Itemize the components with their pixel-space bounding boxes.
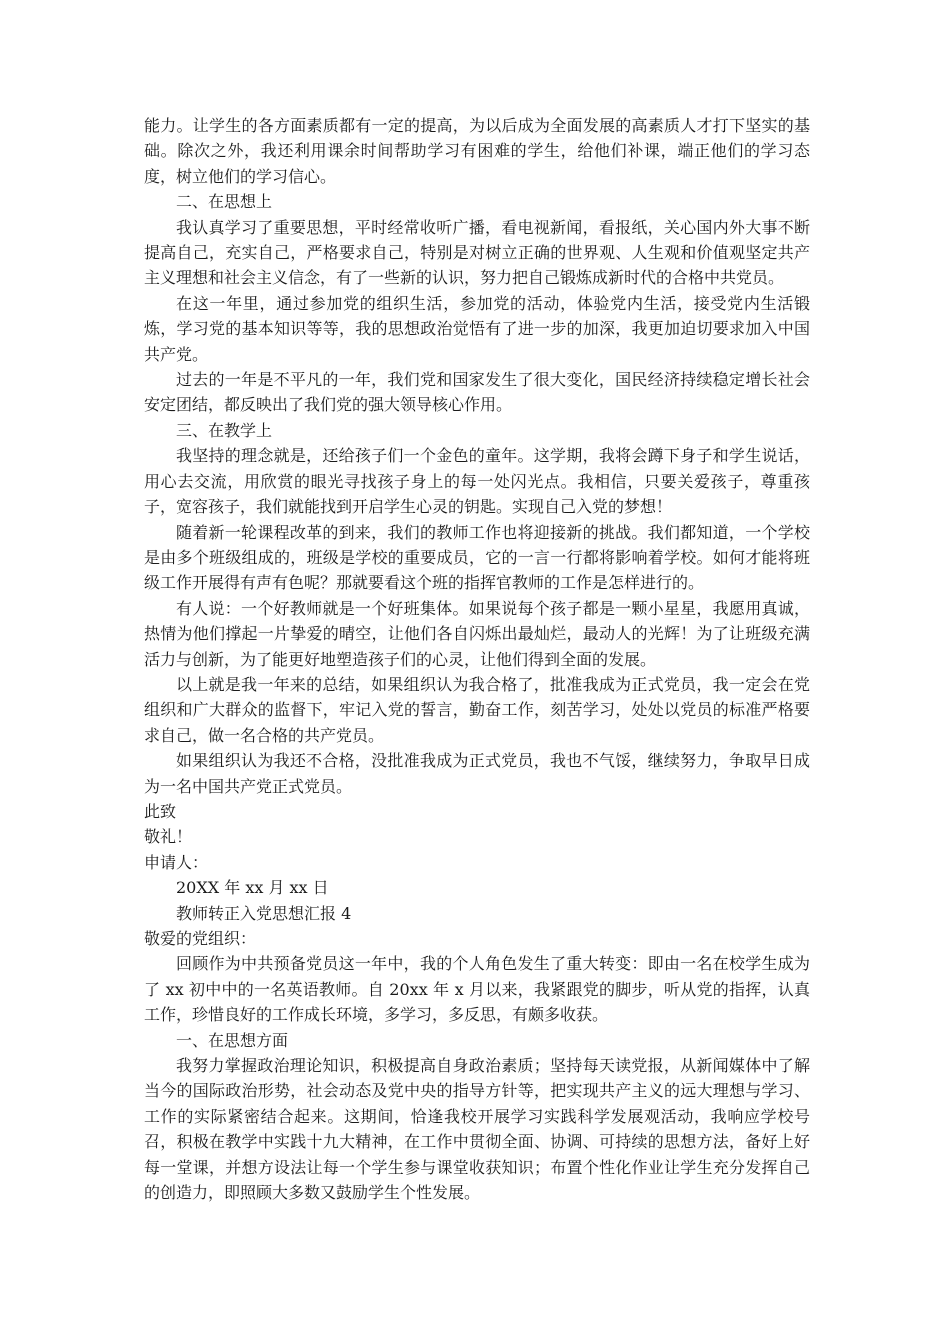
paragraph: 以上就是我一年来的总结，如果组织认为我合格了，批准我成为正式党员，我一定会在党组织和广大群众的监督下，牢记入党的誓言，勤奋工作，刻苦学习，处处以党员的标准严格要求自己，做一名合格的共产党员。 xyxy=(144,674,810,745)
section-heading: 三、在教学上 xyxy=(176,420,273,440)
section-heading: 一、在思想方面 xyxy=(176,1030,289,1050)
paragraph: 我认真学习了重要思想，平时经常收听广播，看电视新闻，看报纸，关心国内外大事不断提高自己，充实自己，严格要求自己，特别是对树立正确的世界观、人生观和价值观坚定共产主义理想和社会主义信念，有了一些新的认识，努力把自己锻炼成新时代的合格中共党员。 xyxy=(144,217,810,288)
paragraph: 随着新一轮课程改革的到来，我们的教师工作也将迎接新的挑战。我们都知道，一个学校是由多个班级组成的，班级是学校的重要成员，它的一言一行都将影响着学校。如何才能将班级工作开展得有声有色呢？那就要看这个班的指挥官教师的工作是怎样进行的。 xyxy=(144,522,810,593)
paragraph: 过去的一年是不平凡的一年，我们党和国家发生了很大变化，国民经济持续稳定增长社会安定团结，都反映出了我们党的强大领导核心作用。 xyxy=(144,370,810,415)
paragraph: 我努力掌握政治理论知识，积极提高自身政治素质；坚持每天读党报，从新闻媒体中了解当今的国际政治形势，社会动态及党中央的指导方针等，把实现共产主义的远大理想与学习、工作的实际紧密结合起来。这期间，恰逢我校开展学习实践科学发展观活动，我响应学校号召，积极在教学中实践十九大精神，在工作中贯彻全面、协调、可持续的思想方法，备好上好每一堂课，并想方设法让每一个学生参与课堂收获知识；布置个性化作业让学生充分发挥自己的创造力，即照顾大多数又鼓励学生个性发展。 xyxy=(144,1056,810,1203)
closing-salutation: 此致 xyxy=(144,801,177,821)
closing-regards: 敬礼！ xyxy=(144,827,193,847)
paragraph: 回顾作为中共预备党员这一年中，我的个人角色发生了重大转变：即由一名在校学生成为了 xx 初中中的一名英语教师。自 20xx 年 x 月以来，我紧跟党的脚步，听从党的指挥，认真工作，珍惜良好的工作成长环境，多学习，多反思，有颇多收获。 xyxy=(144,954,810,1025)
applicant-label: 申请人： xyxy=(144,852,209,872)
paragraph: 在这一年里，通过参加党的组织生活，参加党的活动，体验党内生活，接受党内生活锻炼，学习党的基本知识等等，我的思想政治觉悟有了进一步的加深，我更加迫切要求加入中国共产党。 xyxy=(144,293,810,364)
paragraph: 我坚持的理念就是，还给孩子们一个金色的童年。这学期，我将会蹲下身子和学生说话，用心去交流，用欣赏的眼光寻找孩子身上的每一处闪光点。我相信，只要关爱孩子，尊重孩子，宽容孩子，我们就能找到开启学生心灵的钥匙。实现自己入党的梦想！ xyxy=(144,446,810,517)
report-title: 教师转正入党思想汇报 4 xyxy=(176,903,352,923)
section-heading: 二、在思想上 xyxy=(176,192,273,212)
salutation: 敬爱的党组织： xyxy=(144,929,257,948)
paragraph: 有人说：一个好教师就是一个好班集体。如果说每个孩子都是一颗小星星，我愿用真诚，热情为他们撑起一片挚爱的晴空，让他们各自闪烁出最灿烂，最动人的光辉！为了让班级充满活力与创新，为了能更好地塑造孩子们的心灵，让他们得到全面的发展。 xyxy=(144,598,810,669)
paragraph: 能力。让学生的各方面素质都有一定的提高，为以后成为全面发展的高素质人才打下坚实的基础。除次之外，我还利用课余时间帮助学习有困难的学生，给他们补课，端正他们的学习态度，树立他们的学习信心。 xyxy=(144,116,810,186)
document-body xyxy=(144,113,810,1205)
date-line: 20XX 年 xx 月 xx 日 xyxy=(176,878,329,898)
paragraph: 如果组织认为我还不合格，没批准我成为正式党员，我也不气馁，继续努力，争取早日成为一名中国共产党正式党员。 xyxy=(144,751,810,796)
